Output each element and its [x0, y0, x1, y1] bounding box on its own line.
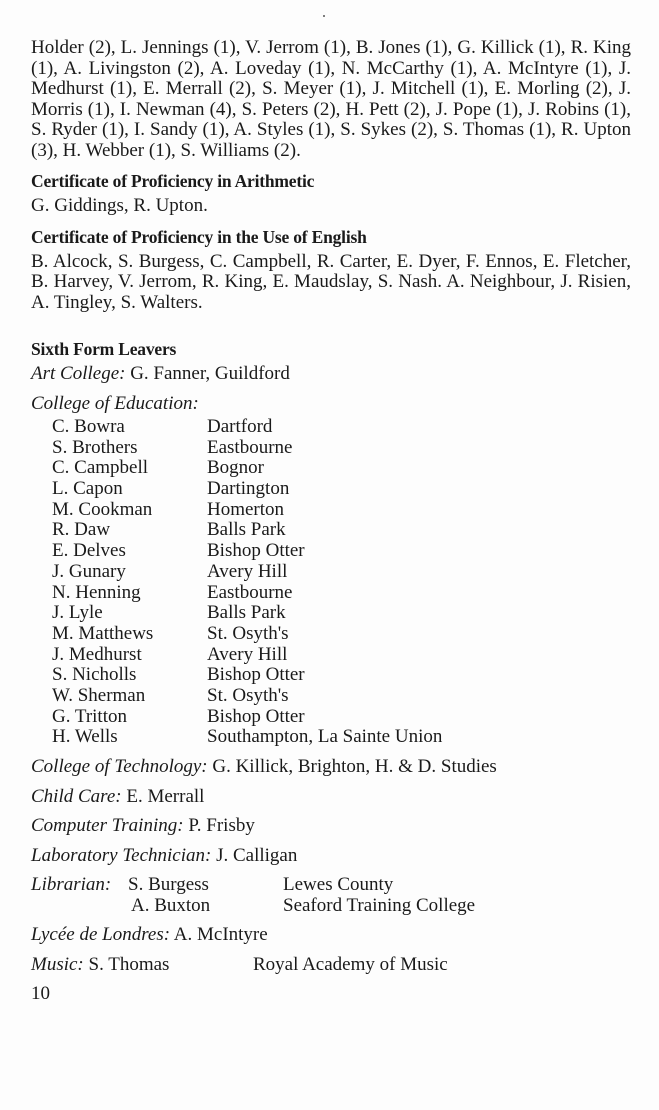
child-care-value: E. Merrall: [121, 785, 205, 807]
college-place: Avery Hill: [207, 560, 288, 582]
college-place: St. Osyth's: [207, 622, 289, 644]
child-care-label: Child Care:: [31, 785, 122, 807]
music-place: Royal Academy of Music: [253, 953, 448, 975]
college-place: Eastbourne: [207, 436, 293, 458]
education-row: [52, 417, 631, 438]
college-place: Balls Park: [207, 602, 286, 624]
art-college-line: [31, 364, 631, 385]
college-of-education-label: [31, 394, 631, 415]
college-of-technology-label: College of Technology:: [31, 756, 208, 777]
education-row: [52, 686, 631, 707]
education-row: [52, 520, 631, 541]
librarian-row: [31, 896, 631, 917]
college-place: Dartford: [207, 416, 273, 437]
student-name: J. Medhurst: [52, 643, 142, 665]
document-page: [31, 38, 631, 1005]
lab-technician-label: Laboratory Technician:: [31, 844, 212, 866]
librarian-label: Librarian:: [31, 874, 112, 895]
college-place: Bognor: [207, 457, 264, 479]
english-names: B. Alcock, S. Burgess, C. Campbell, R. Carter, E. Dyer, F. Ennos, E. Fletcher, B. Harvey, V. Jerrom, R. King, E. Maudslay, S. Nash. A. Neighbour, J. Risien, A. Tingley, S. Walters.: [31, 250, 631, 313]
student-name: J. Lyle: [52, 602, 103, 624]
student-name: S. Nicholls: [52, 664, 137, 686]
music-label: Music:: [31, 953, 84, 975]
music-name: S. Thomas: [83, 953, 170, 975]
education-row: [52, 500, 631, 521]
student-name: H. Wells: [52, 726, 118, 748]
college-of-technology-value: G. Killick, Brighton, H. & D. Studies: [207, 756, 497, 777]
arithmetic-names: G. Giddings, R. Upton.: [31, 195, 208, 216]
college-of-technology-line: [31, 757, 631, 778]
education-row: [52, 665, 631, 686]
sixth-form-leavers-heading: Sixth Form Leavers: [31, 339, 177, 359]
librarian-name: S. Burgess: [128, 874, 209, 895]
student-name: C. Campbell: [52, 457, 149, 479]
student-name: N. Henning: [52, 581, 141, 603]
art-college-value: G. Fanner, Guildford: [125, 363, 290, 384]
computer-training-value: P. Frisby: [183, 815, 255, 836]
college-place: Bishop Otter: [207, 540, 305, 562]
education-row: [52, 562, 631, 583]
education-row: [52, 645, 631, 666]
computer-training-line: [31, 816, 631, 837]
english-heading: Certificate of Proficiency in the Use of English: [31, 226, 367, 247]
results-continuation-paragraph: Holder (2), L. Jennings (1), V. Jerrom (1), B. Jones (1), G. Killick (1), R. King (1), A. Livingston (2), A. Loveday (1), N. McCarthy (1), A. McIntyre (1), J. Medhurst (1), E. Merrall (2), S. Meyer (1), J. Mitchell (1), E. Morling (2), J. Morris (1), I. Newman (4), S. Peters (2), H. Pett (2), J. Pope (1), J. Robins (1), S. Ryder (1), I. Sandy (1), A. Styles (1), S. Sykes (2), S. Thomas (1), R. Upton (3), H. Webber (1), S. Williams (2).: [31, 37, 631, 161]
education-row: [52, 707, 631, 728]
education-row: [52, 458, 631, 479]
education-row: [52, 583, 631, 604]
education-row: [52, 603, 631, 624]
college-place: Bishop Otter: [207, 705, 305, 727]
librarian-block: [31, 875, 631, 916]
student-name: M. Matthews: [52, 622, 154, 644]
student-name: G. Tritton: [52, 705, 127, 727]
education-row: [52, 624, 631, 645]
student-name: L. Capon: [52, 478, 123, 500]
college-of-education-label-text: College of Education:: [31, 392, 199, 414]
college-place: Southampton, La Sainte Union: [207, 726, 443, 748]
student-name: E. Delves: [52, 540, 126, 562]
college-place: Avery Hill: [207, 643, 288, 665]
college-place: Eastbourne: [207, 581, 293, 603]
college-place: Dartington: [207, 478, 290, 500]
college-place: St. Osyth's: [207, 684, 289, 706]
education-row: [52, 479, 631, 500]
music-line: [31, 955, 631, 976]
art-college-label: Art College:: [31, 363, 126, 384]
lab-technician-value: J. Calligan: [211, 844, 298, 866]
page-number: 10: [31, 983, 50, 1005]
lycee-value: A. McIntyre: [170, 924, 268, 946]
computer-training-label: Computer Training:: [31, 815, 184, 836]
student-name: J. Gunary: [52, 560, 126, 582]
librarian-name: A. Buxton: [131, 894, 211, 916]
librarian-place: Seaford Training College: [283, 894, 476, 916]
lycee-label: Lycée de Londres:: [31, 924, 171, 946]
scan-speck: [323, 15, 325, 17]
student-name: W. Sherman: [52, 684, 146, 706]
student-name: C. Bowra: [52, 416, 125, 437]
librarian-indent: [31, 896, 131, 917]
college-place: Homerton: [207, 498, 285, 520]
college-of-education-table: [52, 417, 631, 748]
education-row: [52, 438, 631, 459]
child-care-line: [31, 787, 631, 808]
librarian-place: Lewes County: [283, 874, 394, 895]
education-row: [52, 727, 631, 748]
student-name: R. Daw: [52, 519, 111, 541]
student-name: M. Cookman: [52, 498, 153, 520]
education-row: [52, 541, 631, 562]
lab-technician-line: [31, 846, 631, 867]
arithmetic-heading: Certificate of Proficiency in Arithmetic: [31, 171, 315, 191]
college-place: Bishop Otter: [207, 664, 305, 686]
student-name: S. Brothers: [52, 436, 138, 458]
college-place: Balls Park: [207, 519, 286, 541]
music-left: [31, 955, 253, 976]
lycee-line: [31, 925, 631, 946]
librarian-row: [31, 875, 631, 896]
